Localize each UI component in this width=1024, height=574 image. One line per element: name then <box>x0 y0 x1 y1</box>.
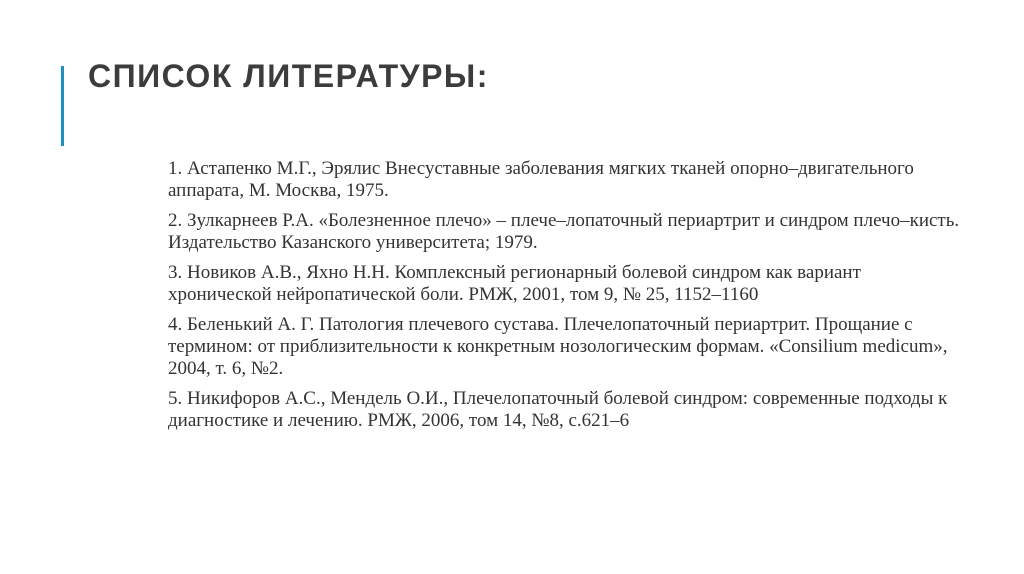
reference-item-3: 3. Новиков А.В., Яхно Н.Н. Комплексный регионарный болевой синдром как вариант хронической нейропатической боли. РМЖ, 2001, том 9, № 25, 1152–1160 <box>168 262 861 305</box>
slide-title: СПИСОК ЛИТЕРАТУРЫ: <box>88 58 489 94</box>
reference-item-2: 2. Зулкарнеев Р.А. «Болезненное плечо» – плече–лопаточный периартрит и синдром плечо–кисть. Издательство Казанского университета; 1979. <box>168 210 960 253</box>
reference-item-1: 1. Астапенко М.Г., Эрялис Внесуставные заболевания мягких тканей опорно–двигательного аппарата, М. Москва, 1975. <box>168 158 914 201</box>
reference-item-5: 5. Никифоров А.С., Мендель О.И., Плечелопаточный болевой синдром: современные подходы к диагностике и лечению. РМЖ, 2006, том 14, №8, с.621–6 <box>168 388 948 431</box>
reference-list <box>168 158 968 440</box>
reference-item-4: 4. Беленький А. Г. Патология плечевого сустава. Плечелопаточный периартрит. Прощание с термином: от приблизительности к конкретным нозологическим формам. «Consilium medicum», 2004, т. 6, №2. <box>168 314 948 379</box>
title-accent-bar <box>61 66 64 146</box>
